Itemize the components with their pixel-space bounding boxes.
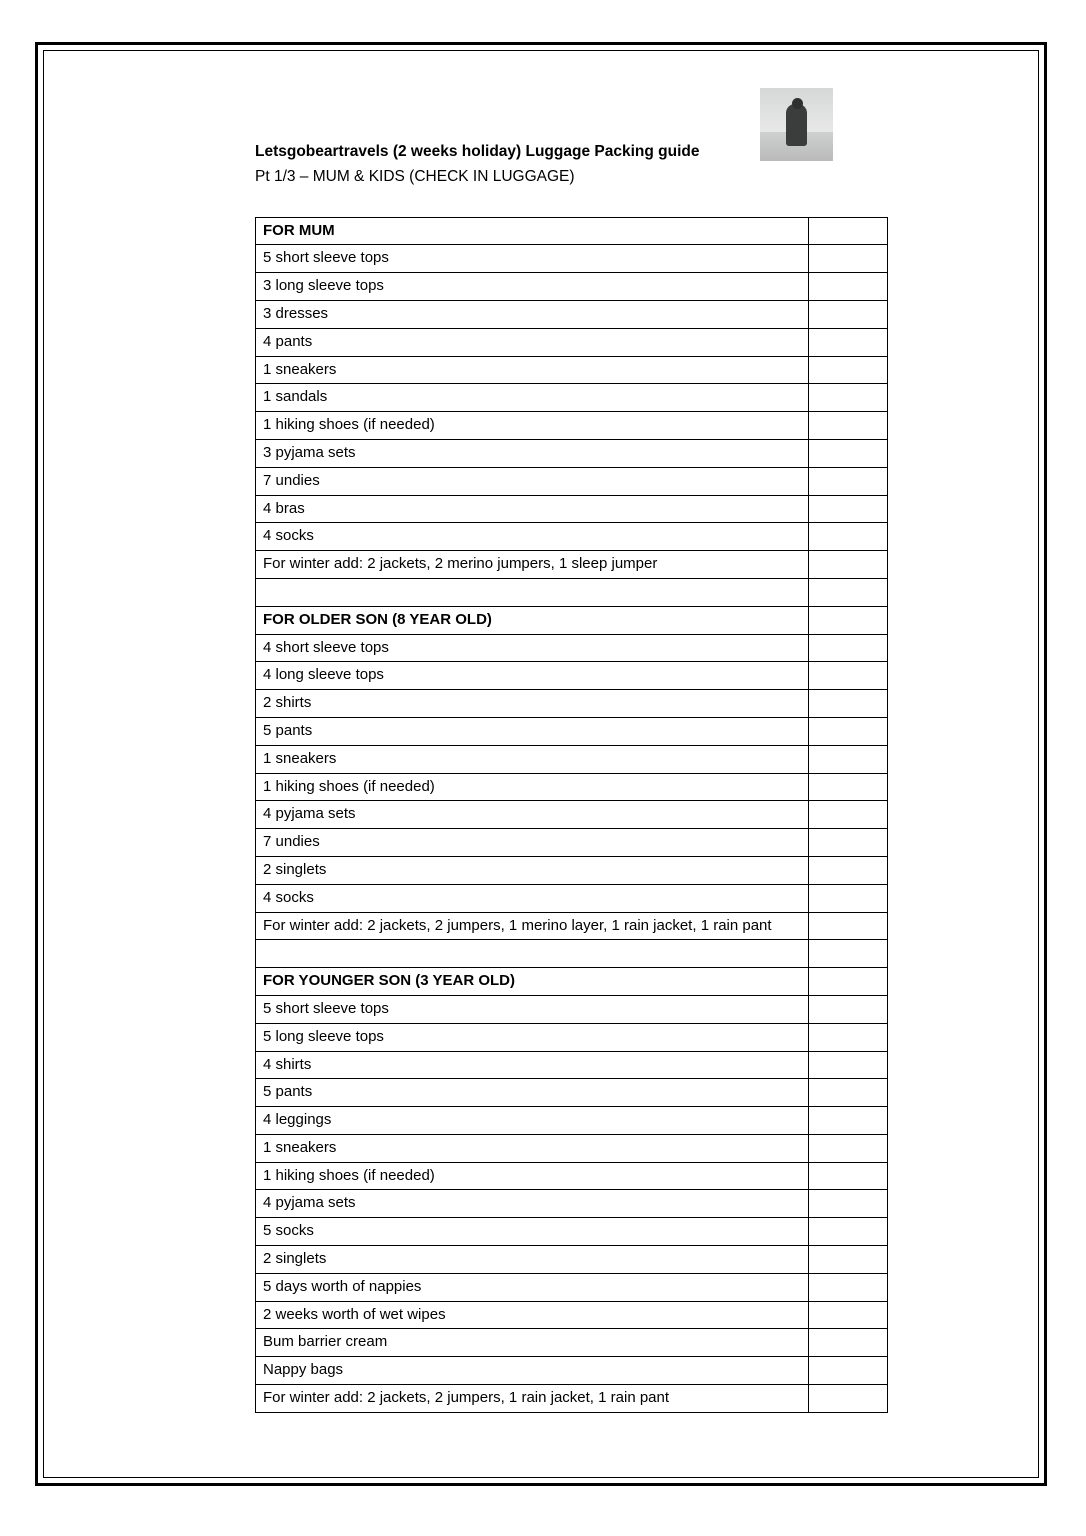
checkbox-cell[interactable] (809, 717, 888, 745)
checkbox-cell[interactable] (809, 328, 888, 356)
item-label: 5 short sleeve tops (256, 995, 809, 1023)
table-spacer-row (256, 578, 888, 606)
checkbox-cell[interactable] (809, 1385, 888, 1413)
checkbox-cell[interactable] (809, 1273, 888, 1301)
table-row (256, 1079, 888, 1107)
section-title: FOR YOUNGER SON (3 YEAR OLD) (256, 968, 809, 996)
checkbox-cell[interactable] (809, 1107, 888, 1135)
item-label: 1 sandals (256, 384, 809, 412)
table-row (256, 1301, 888, 1329)
item-label: 5 pants (256, 717, 809, 745)
table-row (256, 773, 888, 801)
table-row (256, 495, 888, 523)
table-row (256, 884, 888, 912)
checkbox-cell[interactable] (809, 1218, 888, 1246)
item-label: 1 hiking shoes (if needed) (256, 773, 809, 801)
checkbox-cell[interactable] (809, 523, 888, 551)
title-row (255, 88, 875, 168)
item-label: 2 shirts (256, 690, 809, 718)
item-label: 5 short sleeve tops (256, 245, 809, 273)
checkbox-cell[interactable] (809, 356, 888, 384)
table-row (256, 300, 888, 328)
checkbox-cell[interactable] (809, 940, 888, 968)
table-row (256, 1051, 888, 1079)
checkbox-cell[interactable] (809, 245, 888, 273)
item-label (256, 940, 809, 968)
item-label: 7 undies (256, 829, 809, 857)
item-label: 5 days worth of nappies (256, 1273, 809, 1301)
item-label: For winter add: 2 jackets, 2 jumpers, 1 rain jacket, 1 rain pant (256, 1385, 809, 1413)
checkbox-cell[interactable] (809, 384, 888, 412)
checkbox-cell[interactable] (809, 1134, 888, 1162)
checkbox-cell[interactable] (809, 634, 888, 662)
checkbox-cell[interactable] (809, 1357, 888, 1385)
table-row (256, 245, 888, 273)
table-row (256, 1357, 888, 1385)
table-row (256, 1329, 888, 1357)
table-row (256, 1246, 888, 1274)
photo-figure-head (792, 98, 803, 109)
table-section-header-row (256, 606, 888, 634)
checkbox-cell[interactable] (809, 495, 888, 523)
item-label: 4 socks (256, 884, 809, 912)
item-label: 4 short sleeve tops (256, 634, 809, 662)
person-photo (760, 88, 833, 161)
checkbox-cell[interactable] (809, 1051, 888, 1079)
table-row (256, 384, 888, 412)
item-label: 1 sneakers (256, 356, 809, 384)
checkbox-cell[interactable] (809, 856, 888, 884)
table-row (256, 829, 888, 857)
table-row (256, 1162, 888, 1190)
table-section-header-row (256, 217, 888, 245)
item-label: 5 long sleeve tops (256, 1023, 809, 1051)
checkbox-cell[interactable] (809, 412, 888, 440)
table-row (256, 412, 888, 440)
table-row (256, 912, 888, 940)
checkbox-cell[interactable] (809, 300, 888, 328)
table-row (256, 717, 888, 745)
table-row (256, 1218, 888, 1246)
table-row (256, 273, 888, 301)
table-row (256, 1107, 888, 1135)
checkbox-cell[interactable] (809, 829, 888, 857)
checkbox-cell[interactable] (809, 578, 888, 606)
document-content (255, 88, 875, 1413)
table-row (256, 801, 888, 829)
table-row (256, 1134, 888, 1162)
item-label: 2 singlets (256, 856, 809, 884)
item-label: 4 bras (256, 495, 809, 523)
packing-list-body (256, 217, 888, 1412)
item-label: Bum barrier cream (256, 1329, 809, 1357)
title-wrap (255, 143, 795, 162)
table-row (256, 634, 888, 662)
table-row (256, 1190, 888, 1218)
table-row (256, 328, 888, 356)
item-label: 7 undies (256, 467, 809, 495)
item-label: 1 sneakers (256, 745, 809, 773)
checkbox-cell[interactable] (809, 773, 888, 801)
item-label: 1 sneakers (256, 1134, 809, 1162)
checkbox-cell[interactable] (809, 273, 888, 301)
checkbox-cell[interactable] (809, 662, 888, 690)
checkbox-cell[interactable] (809, 217, 888, 245)
item-label: 4 pants (256, 328, 809, 356)
table-row (256, 690, 888, 718)
item-label: 4 pyjama sets (256, 801, 809, 829)
item-label: 4 long sleeve tops (256, 662, 809, 690)
table-row (256, 439, 888, 467)
table-row (256, 356, 888, 384)
checkbox-cell[interactable] (809, 912, 888, 940)
checkbox-cell[interactable] (809, 1162, 888, 1190)
checkbox-cell[interactable] (809, 1301, 888, 1329)
item-label: 2 weeks worth of wet wipes (256, 1301, 809, 1329)
item-label: 4 leggings (256, 1107, 809, 1135)
checkbox-cell[interactable] (809, 1246, 888, 1274)
table-row (256, 995, 888, 1023)
checkbox-cell[interactable] (809, 745, 888, 773)
checkbox-cell[interactable] (809, 467, 888, 495)
checkbox-cell[interactable] (809, 884, 888, 912)
packing-list-table (255, 217, 888, 1413)
table-section-header-row (256, 968, 888, 996)
item-label: 3 pyjama sets (256, 439, 809, 467)
item-label: 1 hiking shoes (if needed) (256, 1162, 809, 1190)
section-title: FOR MUM (256, 217, 809, 245)
table-row (256, 523, 888, 551)
item-label: Nappy bags (256, 1357, 809, 1385)
table-row (256, 662, 888, 690)
checkbox-cell[interactable] (809, 968, 888, 996)
checkbox-cell[interactable] (809, 1023, 888, 1051)
photo-figure (786, 104, 807, 146)
item-label: 5 pants (256, 1079, 809, 1107)
table-spacer-row (256, 940, 888, 968)
table-row (256, 1385, 888, 1413)
page-title: Letsgobeartravels (2 weeks holiday) Luggage Packing guide (255, 143, 700, 161)
table-row (256, 1023, 888, 1051)
item-label: 4 pyjama sets (256, 1190, 809, 1218)
checkbox-cell[interactable] (809, 995, 888, 1023)
checkbox-cell[interactable] (809, 801, 888, 829)
table-row (256, 856, 888, 884)
checkbox-cell[interactable] (809, 1079, 888, 1107)
checkbox-cell[interactable] (809, 551, 888, 579)
item-label: For winter add: 2 jackets, 2 merino jumpers, 1 sleep jumper (256, 551, 809, 579)
table-row (256, 745, 888, 773)
table-row (256, 551, 888, 579)
checkbox-cell[interactable] (809, 606, 888, 634)
item-label: 4 shirts (256, 1051, 809, 1079)
table-row (256, 467, 888, 495)
item-label (256, 578, 809, 606)
section-title: FOR OLDER SON (8 YEAR OLD) (256, 606, 809, 634)
item-label: 4 socks (256, 523, 809, 551)
item-label: 2 singlets (256, 1246, 809, 1274)
item-label: 3 long sleeve tops (256, 273, 809, 301)
checkbox-cell[interactable] (809, 1190, 888, 1218)
table-row (256, 1273, 888, 1301)
item-label: 1 hiking shoes (if needed) (256, 412, 809, 440)
item-label: 5 socks (256, 1218, 809, 1246)
checkbox-cell[interactable] (809, 1329, 888, 1357)
checkbox-cell[interactable] (809, 690, 888, 718)
item-label: For winter add: 2 jackets, 2 jumpers, 1 merino layer, 1 rain jacket, 1 rain pant (256, 912, 809, 940)
item-label: 3 dresses (256, 300, 809, 328)
checkbox-cell[interactable] (809, 439, 888, 467)
document-subtitle: Pt 1/3 – MUM & KIDS (CHECK IN LUGGAGE) (255, 168, 575, 185)
